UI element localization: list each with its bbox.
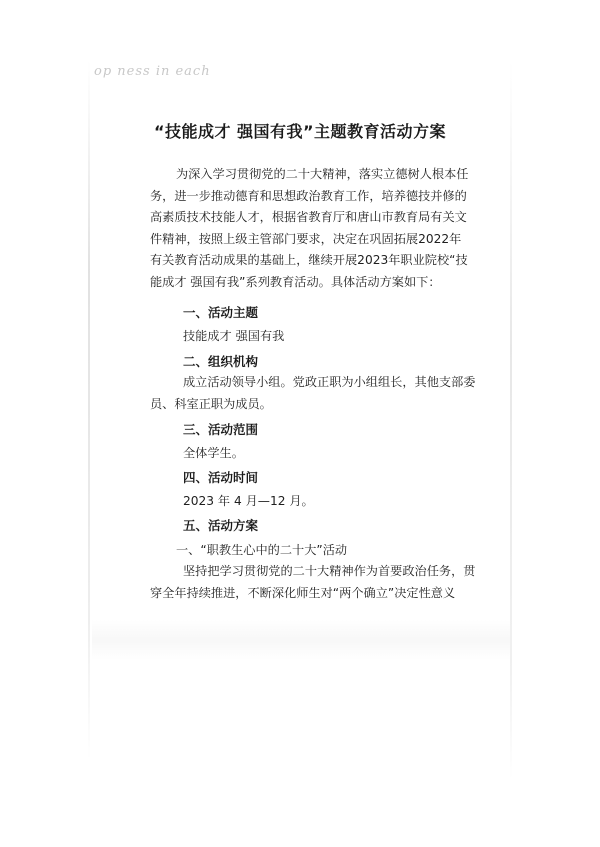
subsection-paragraph	[150, 560, 480, 604]
section-content-theme: 技能成才 强国有我	[183, 329, 285, 343]
section-content-scope: 全体学生。	[183, 446, 244, 460]
intro-line: 为深入学习贯彻党的二十大精神，落实立德树人根本任	[176, 167, 469, 181]
section-content-time: 2023 年 4 月—12 月。	[183, 494, 314, 508]
scan-edge-left	[88, 60, 90, 760]
content-line: 员、科室正职为成员。	[150, 397, 272, 411]
section-heading-time: 四、活动时间	[183, 470, 259, 485]
section-content-organization	[150, 371, 480, 415]
section-heading-plan: 五、活动方案	[183, 518, 259, 533]
intro-line: 有关教育活动成果的基础上，继续开展2023年职业院校“技	[150, 253, 468, 268]
document-title: “技能成才 强国有我”主题教育活动方案	[153, 122, 447, 141]
section-heading-scope: 三、活动范围	[183, 422, 259, 437]
section-heading-organization: 二、组织机构	[183, 354, 259, 369]
intro-line: 能成才 强国有我”系列教育活动。具体活动方案如下：	[150, 274, 441, 289]
intro-line: 高素质技术技能人才，根据省教育厅和唐山市教育局有关文	[150, 210, 467, 225]
scan-edge-right	[510, 60, 512, 780]
bleed-through-text: op ness in each	[94, 64, 211, 79]
scan-smudge	[92, 620, 512, 660]
section-heading-theme: 一、活动主题	[183, 305, 259, 320]
subsection-heading: 一、“职教生心中的二十大”活动	[176, 543, 348, 557]
content-line: 穿全年持续推进，不断深化师生对“两个确立”决定性意义	[150, 586, 456, 600]
intro-line: 务，进一步推动德育和思想政治教育工作，培养德技并修的	[150, 188, 467, 203]
intro-paragraph	[150, 164, 480, 294]
content-line: 成立活动领导小组。党政正职为小组组长，其他支部委	[183, 375, 476, 389]
intro-line: 件精神，按照上级主管部门要求，决定在巩固拓展2022年	[150, 231, 462, 246]
content-line: 坚持把学习贯彻党的二十大精神作为首要政治任务，贯	[183, 564, 476, 578]
